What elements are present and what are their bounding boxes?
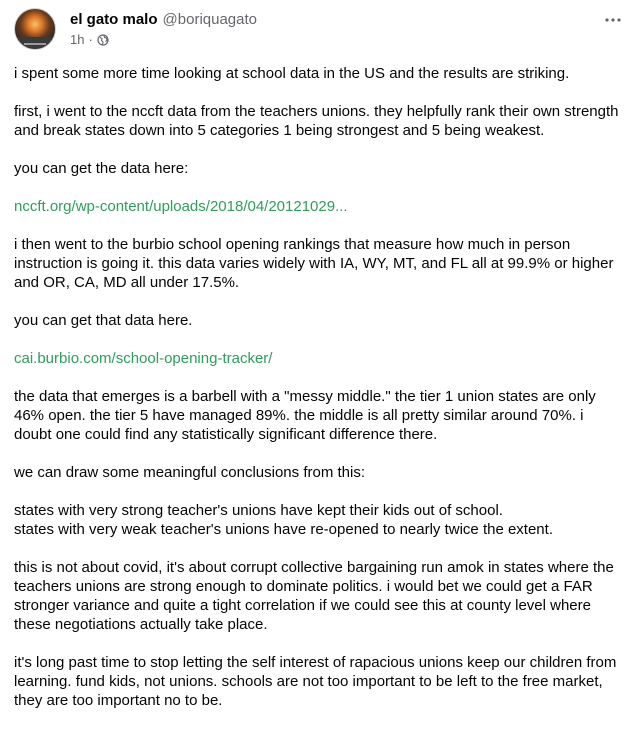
post-paragraph: this is not about covid, it's about corrupt collective bargaining run amok in states where the teachers unions are strong enough to dominate politics. i would bet we could get a FAR stronger variance and quite a tight correlation if we could see this at county level where these negotiations actually take place.	[14, 559, 614, 633]
avatar-strip	[24, 43, 46, 45]
more-options-button[interactable]	[602, 10, 624, 30]
author-name[interactable]: el gato malo	[70, 11, 158, 28]
conclusion-line: states with very strong teacher's unions have kept their kids out of school.	[14, 502, 503, 519]
post-meta	[70, 32, 109, 48]
post-paragraph: you can get that data here.	[14, 312, 193, 329]
author-line	[70, 11, 257, 29]
conclusion-line: states with very weak teacher's unions have re-opened to nearly twice the extent.	[14, 521, 553, 538]
post-paragraph: the data that emerges is a barbell with a "messy middle." the tier 1 union states are only 46% open. the tier 5 have managed 89%. the middle is all pretty similar around 70%. i doubt one could find any statistically significant difference there.	[14, 388, 596, 443]
author-handle[interactable]: @boriquagato	[162, 11, 257, 28]
post-timestamp[interactable]: 1h	[70, 32, 85, 47]
post-paragraph: we can draw some meaningful conclusions from this:	[14, 464, 365, 481]
post-body	[14, 64, 624, 729]
burbio-link[interactable]: cai.burbio.com/school-opening-tracker/	[14, 350, 273, 367]
post-header	[14, 8, 624, 52]
nccft-link[interactable]: nccft.org/wp-content/uploads/2018/04/20121029...	[14, 198, 348, 215]
author-avatar[interactable]	[14, 8, 56, 50]
post-paragraph: it's long past time to stop letting the self interest of rapacious unions keep our children from learning. fund kids, not unions. schools are not too important to be left to the free market, they are too important no to be.	[14, 654, 617, 709]
globe-icon	[97, 34, 109, 46]
meta-separator: ·	[88, 32, 93, 47]
post-link-paragraph	[14, 349, 624, 368]
more-dots-icon	[605, 18, 621, 22]
post-paragraph: first, i went to the nccft data from the teachers unions. they helpfully rank their own strength and break states down into 5 categories 1 being strongest and 5 being weakest.	[14, 103, 619, 139]
post-paragraph: you can get the data here:	[14, 160, 189, 177]
post-paragraph: i then went to the burbio school opening rankings that measure how much in person instruction is going it. this data varies widely with IA, WY, MT, and FL all at 99.9% or higher and OR, CA, MD all under 17.5%.	[14, 236, 614, 291]
post-paragraph: i spent some more time looking at school data in the US and the results are striking.	[14, 65, 570, 82]
post-link-paragraph	[14, 197, 624, 216]
post-conclusions	[14, 501, 624, 539]
